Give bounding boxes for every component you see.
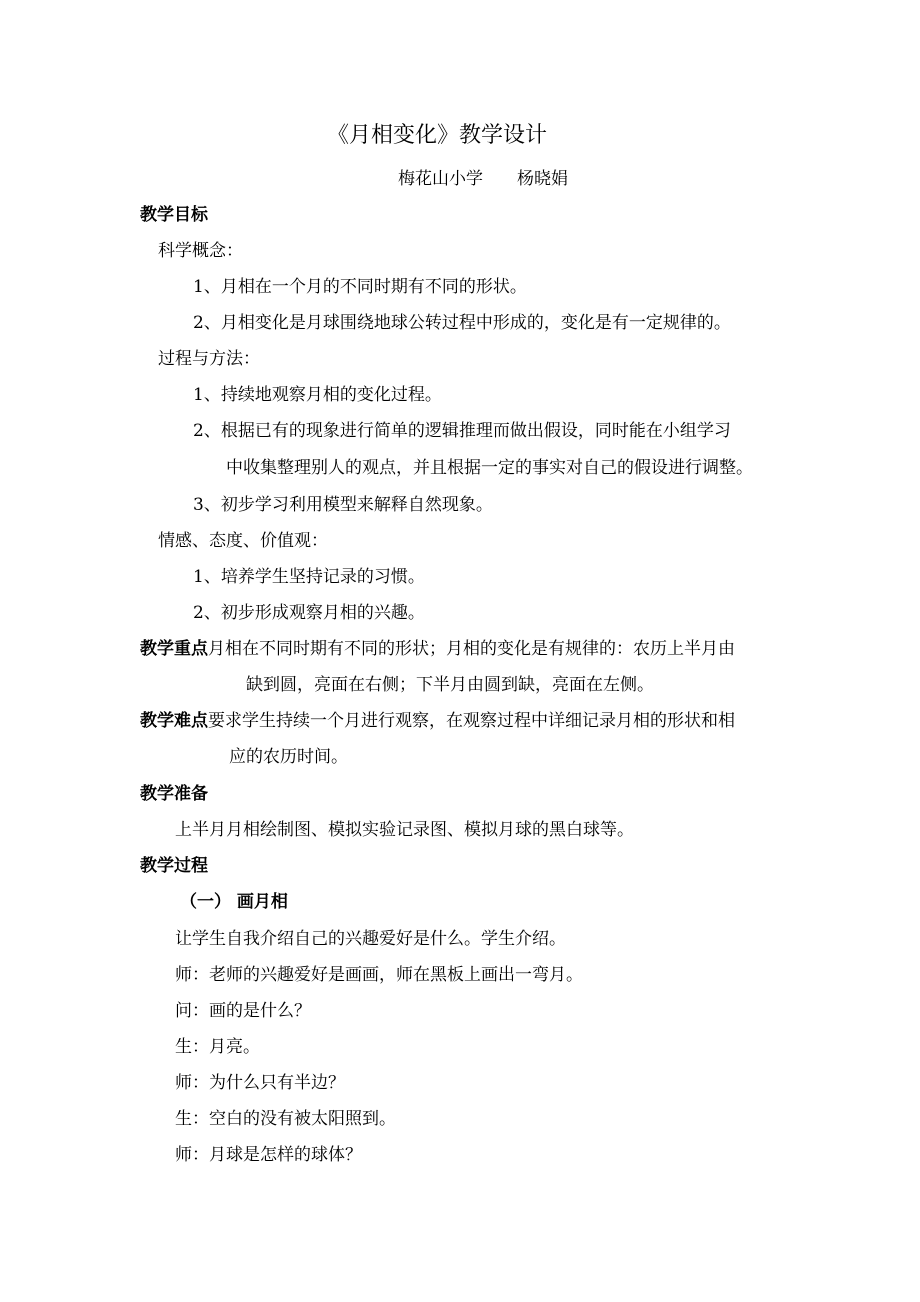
author-line: 梅花山小学 杨晓娟 [398,169,568,189]
paragraph-2: 师：老师的兴趣爱好是画画，师在黑板上画出一弯月。 [175,965,583,985]
key-points-label: 教学重点 [140,639,208,659]
prep-heading: 教学准备 [140,784,208,804]
proc-item-2b: 中收集整理别人的观点，并且根据一定的事实对自己的假设进行调整。 [226,458,753,478]
difficulty-text: 要求学生持续一个月进行观察，在观察过程中详细记录月相的形状和相 [208,711,735,731]
key-points-line-1 [140,638,735,660]
paragraph-6: 生：空白的没有被太阳照到。 [175,1109,396,1129]
key-points-text: 月相在不同时期有不同的形状；月相的变化是有规律的：农历上半月由 [208,639,735,659]
emotion-label: 情感、态度、价值观： [158,531,328,551]
key-points-line-2: 缺到圆，亮面在右侧；下半月由圆到缺，亮面在左侧。 [246,675,654,695]
paragraph-7: 师：月球是怎样的球体？ [175,1145,362,1165]
proc-item-3: 3、初步学习利用模型来解释自然现象。 [193,495,493,515]
proc-item-1: 1、持续地观察月相的变化过程。 [193,385,442,405]
process-label: 过程与方法： [158,349,260,369]
document-title: 《月相变化》教学设计 [327,123,548,148]
prep-text: 上半月月相绘制图、模拟实验记录图、模拟月球的黑白球等。 [175,820,634,840]
emo-item-2: 2、初步形成观察月相的兴趣。 [193,603,425,623]
paragraph-3: 问：画的是什么？ [175,1001,311,1021]
paragraph-1: 让学生自我介绍自己的兴趣爱好是什么。学生介绍。 [175,929,566,949]
sci-concept-label: 科学概念： [158,241,243,261]
difficulty-line-2: 应的农历时间。 [229,747,348,767]
difficulty-line-1 [140,710,735,732]
paragraph-5: 师：为什么只有半边？ [175,1073,345,1093]
sci-item-1: 1、月相在一个月的不同时期有不同的形状。 [193,277,527,297]
difficulty-label: 教学难点 [140,711,208,731]
goals-heading: 教学目标 [140,205,208,225]
paragraph-4: 生：月亮。 [175,1037,260,1057]
emo-item-1: 1、培养学生坚持记录的习惯。 [193,567,425,587]
step-1-heading: （一） 画月相 [180,892,288,912]
sci-item-2: 2、月相变化是月球围绕地球公转过程中形成的，变化是有一定规律的。 [193,313,731,333]
proc-item-2a: 2、根据已有的现象进行简单的逻辑推理而做出假设，同时能在小组学习 [193,421,731,441]
process-heading: 教学过程 [140,856,208,876]
